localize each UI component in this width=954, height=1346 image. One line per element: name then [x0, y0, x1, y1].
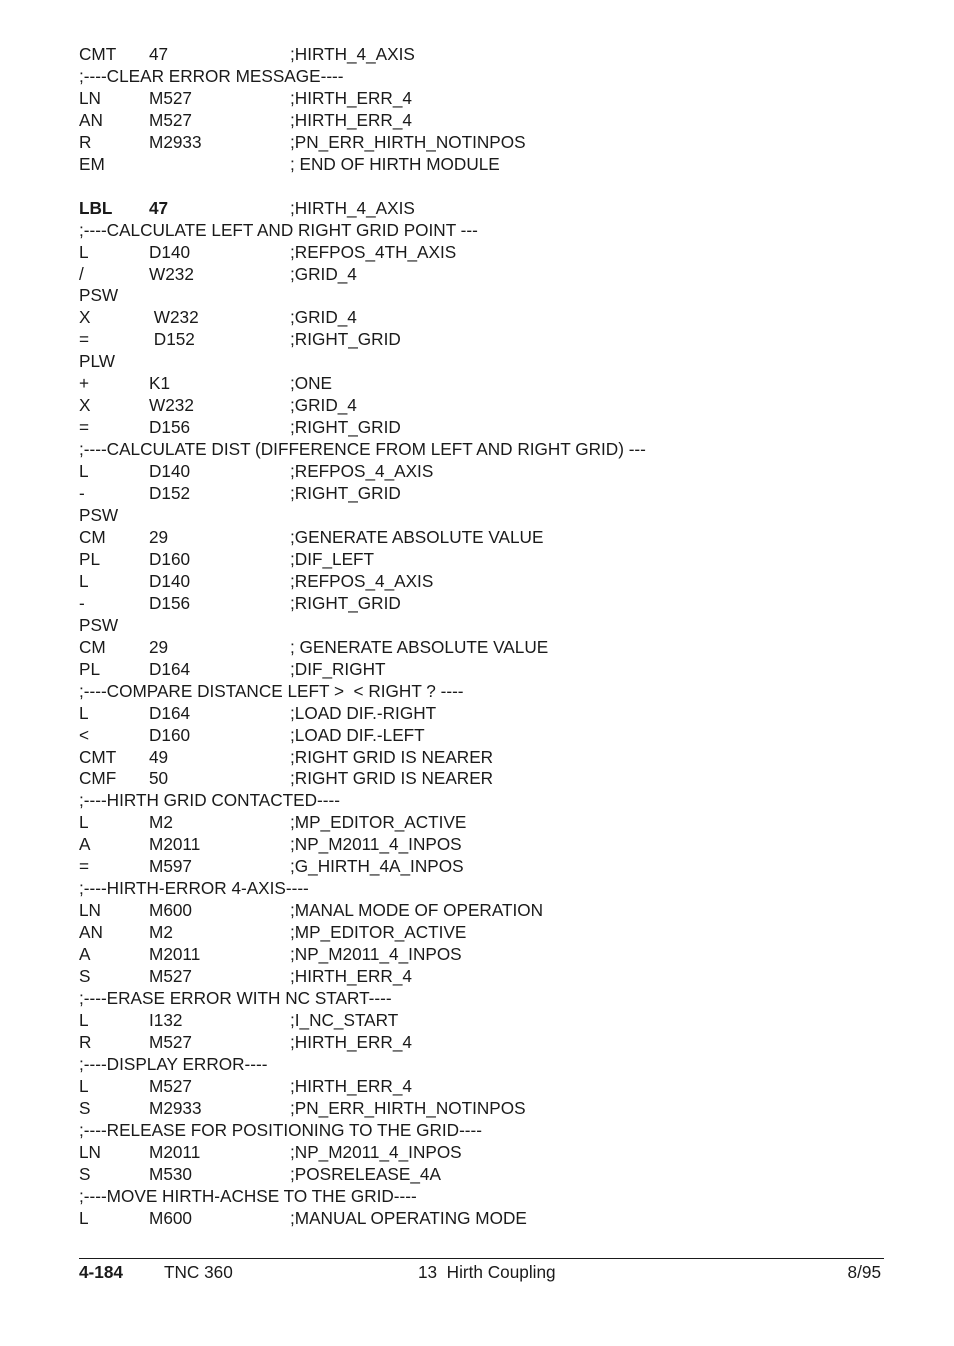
instruction-line	[79, 615, 899, 637]
comment: ;GENERATE ABSOLUTE VALUE	[290, 526, 544, 547]
operand: 50	[149, 768, 169, 789]
instruction-line	[79, 44, 899, 66]
operand: M2933	[149, 131, 202, 152]
comment: ;I_NC_START	[290, 1009, 399, 1030]
opcode: L	[79, 702, 89, 723]
comment: ;HIRTH_4_AXIS	[290, 44, 415, 64]
operand: M527	[149, 87, 192, 108]
opcode: L	[79, 812, 89, 833]
instruction-line	[79, 571, 899, 593]
operand: 47	[149, 44, 169, 64]
opcode: L	[79, 1207, 89, 1228]
section-comment: ;----RELEASE FOR POSITIONING TO THE GRID----	[79, 1119, 482, 1140]
comment: ;DIF_RIGHT	[290, 658, 386, 679]
section-comment-line	[79, 790, 899, 812]
comment: ;PN_ERR_HIRTH_NOTINPOS	[290, 1097, 526, 1118]
instruction-line	[79, 812, 899, 834]
instruction-line	[79, 856, 899, 878]
instruction-line	[79, 307, 899, 329]
instruction-line	[79, 1208, 899, 1230]
comment: ;RIGHT_GRID	[290, 329, 401, 350]
instruction-line	[79, 154, 899, 176]
comment: ;PN_ERR_HIRTH_NOTINPOS	[290, 131, 526, 152]
instruction-line	[79, 461, 899, 483]
instruction-line	[79, 1010, 899, 1032]
instruction-line	[79, 285, 899, 307]
product-name: TNC 360	[164, 1262, 233, 1282]
operand: M2	[149, 812, 173, 833]
chapter-title: 13 Hirth Coupling	[418, 1262, 556, 1282]
opcode: L	[79, 1075, 89, 1096]
operand: 29	[149, 636, 169, 657]
comment: ;MANUAL OPERATING MODE	[290, 1207, 527, 1228]
operand: W232	[149, 395, 194, 416]
comment: ;NP_M2011_4_INPOS	[290, 834, 462, 855]
instruction-line	[79, 527, 899, 549]
plc-program-listing	[79, 44, 899, 1229]
opcode: CMT	[79, 44, 117, 64]
opcode: LN	[79, 900, 101, 921]
operand: D160	[149, 724, 191, 745]
operand: M600	[149, 1207, 192, 1228]
instruction-line	[79, 1032, 899, 1054]
operand: M2933	[149, 1097, 202, 1118]
comment: ;ONE	[290, 373, 333, 394]
section-comment: ;----ERASE ERROR WITH NC START----	[79, 987, 392, 1008]
opcode: LN	[79, 1141, 101, 1162]
opcode: CM	[79, 636, 106, 657]
comment: ;NP_M2011_4_INPOS	[290, 944, 462, 965]
edition-date: 8/95	[847, 1262, 881, 1282]
comment: ;HIRTH_ERR_4	[290, 966, 412, 987]
opcode: PSW	[79, 285, 119, 306]
page-footer	[79, 1262, 884, 1284]
comment: ;HIRTH_4_AXIS	[290, 197, 415, 218]
operand: M597	[149, 856, 192, 877]
instruction-line	[79, 373, 899, 395]
comment: ;LOAD DIF.-RIGHT	[290, 702, 437, 723]
operand: M527	[149, 109, 192, 130]
comment: ;NP_M2011_4_INPOS	[290, 1141, 462, 1162]
comment: ;REFPOS_4TH_AXIS	[290, 241, 457, 262]
opcode: AN	[79, 922, 103, 943]
opcode: S	[79, 1163, 91, 1184]
instruction-line	[79, 88, 899, 110]
operand: M600	[149, 900, 192, 921]
instruction-line	[79, 725, 899, 747]
operand: 49	[149, 746, 169, 767]
opcode: R	[79, 1031, 92, 1052]
opcode: S	[79, 966, 91, 987]
instruction-line	[79, 1098, 899, 1120]
opcode: PL	[79, 548, 101, 569]
operand: D164	[149, 702, 191, 723]
comment: ;RIGHT GRID IS NEARER	[290, 746, 494, 767]
instruction-line	[79, 264, 899, 286]
opcode: R	[79, 131, 92, 152]
opcode: LBL	[79, 197, 113, 218]
opcode: PL	[79, 658, 101, 679]
instruction-line	[79, 1164, 899, 1186]
operand: W232	[149, 307, 199, 328]
instruction-line	[79, 132, 899, 154]
instruction-line	[79, 110, 899, 132]
comment: ;MP_EDITOR_ACTIVE	[290, 812, 467, 833]
opcode: AN	[79, 109, 103, 130]
opcode: CM	[79, 526, 106, 547]
operand: K1	[149, 373, 171, 394]
opcode: L	[79, 241, 89, 262]
instruction-line	[79, 747, 899, 769]
section-comment-line	[79, 1054, 899, 1076]
comment: ;RIGHT_GRID	[290, 592, 401, 613]
operand: D164	[149, 658, 191, 679]
comment: ;GRID_4	[290, 307, 357, 328]
instruction-line	[79, 329, 899, 351]
opcode: A	[79, 834, 91, 855]
operand: D160	[149, 548, 191, 569]
section-comment: ;----CALCULATE DIST (DIFFERENCE FROM LEFT AND RIGHT GRID) ---	[79, 439, 646, 460]
operand: 47	[149, 197, 169, 218]
section-comment-line	[79, 66, 899, 88]
opcode: LN	[79, 87, 101, 108]
comment: ;LOAD DIF.-LEFT	[290, 724, 425, 745]
operand: 29	[149, 526, 169, 547]
section-comment: ;----DISPLAY ERROR----	[79, 1053, 268, 1074]
comment: ;RIGHT_GRID	[290, 417, 401, 438]
opcode: PSW	[79, 614, 119, 635]
section-comment-line	[79, 1186, 899, 1208]
operand: M530	[149, 1163, 192, 1184]
comment: ;GRID_4	[290, 395, 357, 416]
operand: D140	[149, 570, 191, 591]
opcode: +	[79, 373, 90, 394]
opcode: X	[79, 395, 91, 416]
page-number: 4-184	[79, 1262, 123, 1282]
comment: ;DIF_LEFT	[290, 548, 375, 569]
instruction-line	[79, 659, 899, 681]
opcode: -	[79, 592, 85, 613]
section-comment: ;----COMPARE DISTANCE LEFT > < RIGHT ? ----	[79, 680, 464, 701]
operand: M2011	[149, 834, 201, 855]
instruction-line	[79, 834, 899, 856]
instruction-line	[79, 395, 899, 417]
comment: ; GENERATE ABSOLUTE VALUE	[290, 636, 549, 657]
comment: ;GRID_4	[290, 263, 357, 284]
operand: W232	[149, 263, 194, 284]
operand: D156	[149, 417, 191, 438]
instruction-line	[79, 242, 899, 264]
opcode: S	[79, 1097, 91, 1118]
section-comment: ;----HIRTH GRID CONTACTED----	[79, 790, 340, 811]
opcode: A	[79, 944, 91, 965]
opcode: CMT	[79, 746, 117, 767]
instruction-line	[79, 922, 899, 944]
opcode: L	[79, 1009, 89, 1030]
section-comment-line	[79, 988, 899, 1010]
section-comment-line	[79, 220, 899, 242]
operand: M2011	[149, 944, 201, 965]
comment: ;HIRTH_ERR_4	[290, 1031, 412, 1052]
section-comment-line	[79, 439, 899, 461]
operand: I132	[149, 1009, 183, 1030]
instruction-line	[79, 198, 899, 220]
instruction-line	[79, 593, 899, 615]
instruction-line	[79, 505, 899, 527]
opcode: PSW	[79, 505, 119, 526]
operand: D156	[149, 592, 191, 613]
comment: ;RIGHT GRID IS NEARER	[290, 768, 494, 789]
comment: ;REFPOS_4_AXIS	[290, 570, 434, 591]
opcode: =	[79, 856, 90, 877]
operand: D152	[149, 329, 195, 350]
section-comment: ;----HIRTH-ERROR 4-AXIS----	[79, 878, 309, 899]
footer-divider	[79, 1258, 884, 1259]
instruction-line	[79, 351, 899, 373]
comment: ;HIRTH_ERR_4	[290, 87, 412, 108]
comment: ;RIGHT_GRID	[290, 483, 401, 504]
opcode: -	[79, 483, 85, 504]
instruction-line	[79, 1076, 899, 1098]
comment: ;MP_EDITOR_ACTIVE	[290, 922, 467, 943]
operand: D152	[149, 483, 191, 504]
opcode: /	[79, 263, 84, 284]
comment: ;POSRELEASE_4A	[290, 1163, 441, 1184]
opcode: PLW	[79, 351, 115, 372]
operand: M2	[149, 922, 173, 943]
instruction-line	[79, 768, 899, 790]
comment: ;REFPOS_4_AXIS	[290, 461, 434, 482]
instruction-line	[79, 900, 899, 922]
opcode: =	[79, 417, 90, 438]
opcode: EM	[79, 153, 105, 174]
instruction-line	[79, 703, 899, 725]
opcode: L	[79, 461, 89, 482]
opcode: <	[79, 724, 90, 745]
blank-line	[79, 176, 899, 198]
instruction-line	[79, 944, 899, 966]
section-comment-line	[79, 878, 899, 900]
comment: ;G_HIRTH_4A_INPOS	[290, 856, 464, 877]
opcode: X	[79, 307, 91, 328]
section-comment: ;----CLEAR ERROR MESSAGE----	[79, 65, 344, 86]
instruction-line	[79, 417, 899, 439]
operand: D140	[149, 461, 191, 482]
comment: ;HIRTH_ERR_4	[290, 1075, 412, 1096]
operand: M527	[149, 966, 192, 987]
opcode: =	[79, 329, 90, 350]
operand: M527	[149, 1031, 192, 1052]
operand: D140	[149, 241, 191, 262]
section-comment: ;----MOVE HIRTH-ACHSE TO THE GRID----	[79, 1185, 417, 1206]
comment: ;MANAL MODE OF OPERATION	[290, 900, 544, 921]
instruction-line	[79, 637, 899, 659]
comment: ; END OF HIRTH MODULE	[290, 153, 500, 174]
instruction-line	[79, 483, 899, 505]
instruction-line	[79, 1142, 899, 1164]
opcode: CMF	[79, 768, 117, 789]
section-comment-line	[79, 1120, 899, 1142]
operand: M2011	[149, 1141, 201, 1162]
section-comment: ;----CALCULATE LEFT AND RIGHT GRID POINT ---	[79, 219, 478, 240]
instruction-line	[79, 549, 899, 571]
instruction-line	[79, 966, 899, 988]
opcode: L	[79, 570, 89, 591]
section-comment-line	[79, 681, 899, 703]
comment: ;HIRTH_ERR_4	[290, 109, 412, 130]
operand: M527	[149, 1075, 192, 1096]
